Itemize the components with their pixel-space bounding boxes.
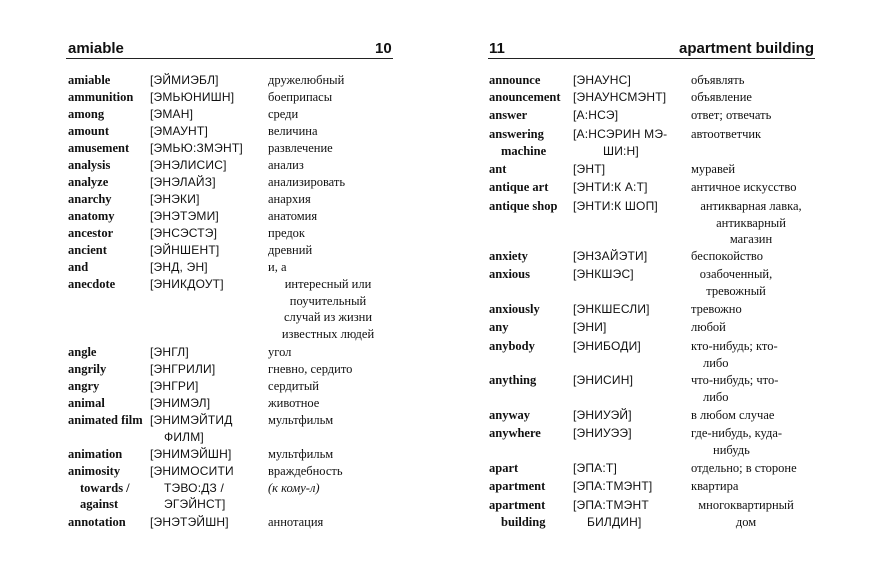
translation: среди xyxy=(268,107,299,121)
pronunciation-line: ФИЛМ] xyxy=(164,429,204,444)
headword: answer xyxy=(489,108,528,122)
translation-line: дом xyxy=(735,514,757,529)
translation: предок xyxy=(268,226,306,240)
headword: answering xyxy=(489,127,544,141)
pronunciation: [ЭНГЛ] xyxy=(150,345,189,359)
pronunciation: [ЭМАУНТ] xyxy=(150,124,208,138)
headword: apartment xyxy=(489,479,546,493)
headword: anouncement xyxy=(489,90,561,104)
pronunciation: [ЭНЭТЭЙШН] xyxy=(150,515,229,529)
pronunciation: [ЭНИБОДИ] xyxy=(573,339,641,353)
pronunciation-line: ЭГЭЙНСТ] xyxy=(164,497,226,511)
translation-line: озабоченный, xyxy=(699,267,773,281)
running-head-right: apartment building xyxy=(679,40,814,57)
pronunciation xyxy=(573,126,667,159)
pronunciation: [ЭНЭКИ] xyxy=(150,192,200,206)
translation-line: многоквартирный xyxy=(698,498,794,512)
headword: animal xyxy=(68,396,105,410)
pronunciation: [ЭНТ] xyxy=(573,162,606,176)
headword: annotation xyxy=(68,515,126,529)
translation-line: враждебность xyxy=(268,464,343,478)
translation: анатомия xyxy=(268,209,318,223)
header-rule xyxy=(488,58,815,59)
translation xyxy=(691,372,778,405)
translation: беспокойство xyxy=(691,249,763,263)
headword: anatomy xyxy=(68,209,115,223)
headword: antique art xyxy=(489,180,549,194)
headword-line: towards / xyxy=(80,480,130,495)
translation-line: поучительный xyxy=(289,293,367,308)
pronunciation: [ЭНТИ:К ШОП] xyxy=(573,199,658,213)
headword: anywhere xyxy=(489,426,541,440)
translation xyxy=(691,198,811,248)
headword: analyze xyxy=(68,175,109,189)
headword-line: machine xyxy=(501,143,547,158)
page-number-left: 10 xyxy=(375,40,392,57)
translation: аннотация xyxy=(268,515,324,529)
translation xyxy=(268,276,388,342)
translation-line: что-нибудь; что- xyxy=(691,373,779,387)
translation xyxy=(691,266,781,299)
translation-line: антикварная лавка, xyxy=(700,199,802,213)
translation-line: либо xyxy=(703,355,729,370)
translation: муравей xyxy=(691,162,736,176)
pronunciation: [ЭНЭТЭМИ] xyxy=(150,209,219,223)
pronunciation xyxy=(150,412,233,445)
translation-line: известных людей xyxy=(281,326,375,341)
headword: amiable xyxy=(68,73,111,87)
translation: сердитый xyxy=(268,379,319,393)
headword: anything xyxy=(489,373,537,387)
pronunciation: [ЭНЭЛИСИС] xyxy=(150,158,227,172)
pronunciation: [ЭНИКДОУТ] xyxy=(150,277,224,291)
headword: anarchy xyxy=(68,192,112,206)
pronunciation-line: [ЭПА:ТМЭНТ xyxy=(573,498,649,512)
headword: ancient xyxy=(68,243,107,257)
pronunciation-line: [ЭНИМЭЙТИД xyxy=(150,413,233,427)
translation: развлечение xyxy=(268,141,333,155)
headword: announce xyxy=(489,73,541,87)
headword: among xyxy=(68,107,105,121)
headword: apartment xyxy=(489,498,546,512)
pronunciation-line: БИЛДИН] xyxy=(587,514,642,529)
headword: angle xyxy=(68,345,97,359)
headword: angrily xyxy=(68,362,107,376)
headword: anxiety xyxy=(489,249,528,263)
headword: amount xyxy=(68,124,109,138)
translation: в любом случае xyxy=(691,408,775,422)
pronunciation: [ЭНКШЕСЛИ] xyxy=(573,302,650,316)
pronunciation: [ЭНИУЭЙ] xyxy=(573,408,632,422)
running-head-left: amiable xyxy=(68,40,124,57)
headword: anxious xyxy=(489,267,530,281)
pronunciation: [ЭЙНШЕНТ] xyxy=(150,243,220,257)
pronunciation: [ЭНКШЭС] xyxy=(573,267,634,281)
pronunciation: [ЭНСЭСТЭ] xyxy=(150,226,218,240)
translation-line: магазин xyxy=(729,232,773,246)
translation-line: интересный или xyxy=(284,277,372,291)
headword: animation xyxy=(68,447,123,461)
pronunciation: [ЭНИСИН] xyxy=(573,373,634,387)
pronunciation: [ЭНИУЭЭ] xyxy=(573,426,632,440)
pronunciation-line: [ЭНИМОСИТИ xyxy=(150,464,234,478)
translation-line: (к кому-л) xyxy=(268,480,320,495)
translation: объявлять xyxy=(691,73,745,87)
pronunciation: [ЭНИМЭЙШН] xyxy=(150,447,232,461)
translation: мультфильм xyxy=(268,447,334,461)
translation: боеприпасы xyxy=(268,90,333,104)
pronunciation: [ЭНЗАЙЭТИ] xyxy=(573,249,648,263)
translation: животное xyxy=(268,396,320,410)
headword-line: building xyxy=(501,514,546,529)
headword: anecdote xyxy=(68,277,116,291)
headword: and xyxy=(68,260,89,274)
pronunciation xyxy=(150,463,234,513)
translation xyxy=(691,425,782,458)
pronunciation: [ЭНГРИ] xyxy=(150,379,199,393)
pronunciation: [ЭПА:ТМЭНТ] xyxy=(573,479,653,493)
headword: animated film xyxy=(68,413,143,427)
translation: и, а xyxy=(268,260,287,274)
pronunciation: [ЭМЬЮ:ЗМЭНТ] xyxy=(150,141,243,155)
translation-line: тревожный xyxy=(706,283,766,298)
pronunciation: [ЭНЭЛАЙЗ] xyxy=(150,175,216,189)
translation: любой xyxy=(691,320,726,334)
translation: квартира xyxy=(691,479,739,493)
pronunciation: [ЭНТИ:К А:Т] xyxy=(573,180,648,194)
pronunciation: [ЭПА:Т] xyxy=(573,461,617,475)
headword: anyway xyxy=(489,408,530,422)
translation: анализировать xyxy=(268,175,346,189)
translation: ответ; отвечать xyxy=(691,108,772,122)
translation: тревожно xyxy=(691,302,742,316)
headword: antique shop xyxy=(489,199,558,213)
translation-line: нибудь xyxy=(713,442,750,457)
pronunciation xyxy=(573,497,649,530)
translation: автоответчик xyxy=(691,127,762,141)
pronunciation: [ЭНИМЭЛ] xyxy=(150,396,211,410)
pronunciation: [ЭНАУНСМЭНТ] xyxy=(573,90,667,104)
pronunciation: [ЭМЬЮНИШН] xyxy=(150,90,235,104)
headword: amusement xyxy=(68,141,130,155)
headword: angry xyxy=(68,379,100,393)
headword: ancestor xyxy=(68,226,114,240)
translation-line: антикварный xyxy=(716,215,786,230)
translation: величина xyxy=(268,124,318,138)
translation: объявление xyxy=(691,90,752,104)
translation: мультфильм xyxy=(268,413,334,427)
headword: analysis xyxy=(68,158,111,172)
header-rule xyxy=(66,58,393,59)
pronunciation: [ЭМАН] xyxy=(150,107,194,121)
pronunciation: [ЭНГРИЛИ] xyxy=(150,362,216,376)
translation-line: где-нибудь, куда- xyxy=(691,426,783,440)
translation-line: кто-нибудь; кто- xyxy=(691,339,778,353)
pronunciation: [ЭЙМИЭБЛ] xyxy=(150,73,219,87)
pronunciation-line: [А:НСЭРИН МЭ- xyxy=(573,127,668,141)
headword: ant xyxy=(489,162,507,176)
translation xyxy=(691,338,778,371)
pronunciation: [ЭНИ] xyxy=(573,320,607,334)
headword: animosity xyxy=(68,464,121,478)
translation-line: случай из жизни xyxy=(283,310,373,324)
pronunciation: [ЭНД, ЭН] xyxy=(150,260,208,274)
translation: дружелюбный xyxy=(268,73,345,87)
right-page xyxy=(441,0,882,582)
headword: apart xyxy=(489,461,519,475)
translation xyxy=(691,497,801,530)
translation: анализ xyxy=(268,158,304,172)
translation-line: либо xyxy=(703,389,729,404)
headword: ammunition xyxy=(68,90,134,104)
page-number-right: 11 xyxy=(489,40,505,57)
translation: гневно, сердито xyxy=(268,362,353,376)
headword: any xyxy=(489,320,509,334)
pronunciation-line: ШИ:Н] xyxy=(603,143,639,158)
translation xyxy=(268,463,343,496)
translation: отдельно; в стороне xyxy=(691,461,797,475)
pronunciation: [ЭНАУНС] xyxy=(573,73,631,87)
translation: угол xyxy=(268,345,292,359)
translation: античное искусство xyxy=(691,180,797,194)
pronunciation-line: ТЭВО:ДЗ / xyxy=(164,480,225,495)
headword: anybody xyxy=(489,339,535,353)
pronunciation: [А:НСЭ] xyxy=(573,108,619,122)
headword-line: against xyxy=(80,497,119,511)
translation: анархия xyxy=(268,192,311,206)
translation: древний xyxy=(268,243,313,257)
headword: anxiously xyxy=(489,302,540,316)
